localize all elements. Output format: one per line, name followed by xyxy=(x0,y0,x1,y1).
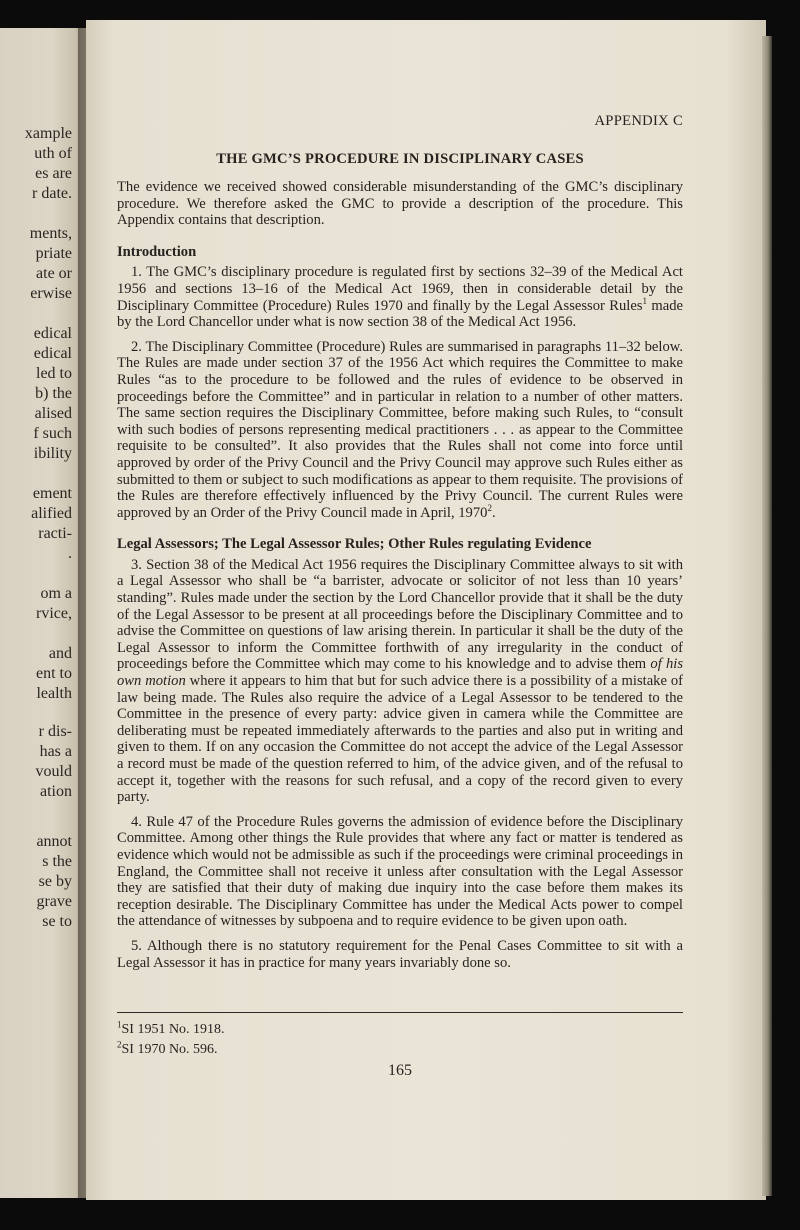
left-page-fragment: ibility xyxy=(33,445,72,462)
left-page-fragment: s the xyxy=(42,853,72,870)
left-page-fragment: annot xyxy=(36,833,72,850)
left-page-fragment: uth of xyxy=(34,145,72,162)
left-page-fragment: lealth xyxy=(36,685,72,702)
left-page-fragment: b) the xyxy=(35,385,72,402)
left-page-fragment: xample xyxy=(24,125,72,142)
page-number: 165 xyxy=(388,1062,412,1079)
left-page-fragment: led to xyxy=(36,365,72,382)
left-page-fragment: and xyxy=(48,645,72,662)
footnote-divider xyxy=(117,1012,683,1013)
left-page-fragment: racti- xyxy=(38,525,72,542)
document-title: THE GMC’S PROCEDURE IN DISCIPLINARY CASES xyxy=(216,151,584,167)
paragraph-2: 2. The Disciplinary Committee (Procedure) Rules are summarised in paragraphs 11–32 below. The Rules are made under section 37 of the 1956 Act which requires the Committee to make Rules “as to the procedure to be followed and the rules of evidence to be observed in proceedings before the Committee” and in particular in relation to a number of other matters. The same section requires the Disciplinary Committee, before making such Rules, to “consult with such bodies of persons representing medical practitioners . . . as appear to the Committee requisite to be consulted”. It also provides that the Rules shall not come into force until approved by order of the Privy Council and the Privy Council may approve such Rules either as submitted to them or subject to such modifications as appear to them requisite. The provisions of the Rules are therefore effectively influenced by the Privy Council. The current Rules were approved by an Order of the Privy Council made in April, 1970$^2$. xyxy=(117,338,683,521)
paragraph-1: 1. The GMC’s disciplinary procedure is regulated first by sections 32–39 of the Medical Act 1956 and sections 13–16 of the Medical Act 1969, then in considerable detail by the Disciplinary Committee (Procedure) Rules 1970 and finally by the Legal Assessor Rules$^1$ made by the Lord Chancellor under what is now section 38 of the Medical Act 1956. xyxy=(117,264,683,331)
left-page-fragment: ation xyxy=(40,783,72,800)
left-page-fragment: . xyxy=(68,545,72,562)
footnote-ref-1: 1 xyxy=(642,295,648,306)
left-page-fragment: om a xyxy=(40,585,72,602)
left-page-fragment: r date. xyxy=(32,185,72,202)
left-page-fragment: edical xyxy=(33,325,72,342)
page-edge xyxy=(762,36,772,1196)
left-page-fragment: ments, xyxy=(29,225,72,242)
left-page-fragment: r dis- xyxy=(38,723,72,740)
left-page-margin xyxy=(0,28,86,1198)
footnote-2: $^2$SI 1970 No. 596. xyxy=(117,1039,218,1057)
left-page-fragment: es are xyxy=(35,165,72,182)
left-page-fragment: alified xyxy=(31,505,72,522)
book-page xyxy=(86,20,766,1200)
left-page-fragment: priate xyxy=(35,245,72,262)
left-page-fragment: vould xyxy=(35,763,72,780)
section-heading-introduction: Introduction xyxy=(117,243,197,260)
paragraph-5: 5. Although there is no statutory requirement for the Penal Cases Committee to sit with a Legal Assessor it has in practice for many years invariably done so. xyxy=(117,937,683,971)
left-page-fragment: se by xyxy=(38,873,72,890)
section-heading-legal-assessors: Legal Assessors; The Legal Assessor Rules; Other Rules regulating Evidence xyxy=(117,536,592,553)
left-page-fragment: rvice, xyxy=(36,605,72,622)
emphasis-own-motion: of his own motion xyxy=(117,656,684,690)
left-page-fragment: alised xyxy=(34,405,72,422)
left-page-fragment: has a xyxy=(39,743,72,760)
footnote-1: $^1$SI 1951 No. 1918. xyxy=(117,1019,225,1037)
appendix-label: APPENDIX C xyxy=(594,113,683,129)
footnote-ref-2: 2 xyxy=(487,502,492,513)
left-page-fragment: ate or xyxy=(36,265,72,282)
paragraph-4: 4. Rule 47 of the Procedure Rules governs the admission of evidence before the Disciplinary Committee. Among other things the Rule provides that where any fact or matter is tendered as evidence which would not be admissible as such if the proceedings were criminal proceedings in England, the Committee shall not receive it unless after consultation with the Legal Assessor they are satisfied that their duty of making due inquiry into the case before them makes its reception desirable. The Disciplinary Committee has under the Medical Acts power to compel the attendance of witnesses by subpoena and to require evidence to be given upon oath. xyxy=(117,813,683,930)
intro-paragraph: The evidence we received showed considerable misunderstanding of the GMC’s disciplinary procedure. We therefore asked the GMC to provide a description of the procedure. This Appendix contains that description. xyxy=(117,179,683,229)
left-page-fragment: f such xyxy=(33,425,72,442)
left-page-fragment: edical xyxy=(33,345,72,362)
left-page-fragment: ent to xyxy=(36,665,72,682)
footnotes xyxy=(117,1020,225,1060)
paragraph-3: 3. Section 38 of the Medical Act 1956 requires the Disciplinary Committee always to sit with a Legal Assessor who shall be “a barrister, advocate or solicitor of not less than 10 years’ standing”. Rules made under the section by the Lord Chancellor provide that it shall be the duty of the Legal Assessor to be present at all proceedings before the Disciplinary Committee and to advise the Committee on questions of law arising therein. In particular it shall be the duty of the Legal Assessor to inform the Committee forthwith of any irregularity in the conduct of proceedings before the Committee which may come to his knowledge and to advise them of his own motion where it appears to him that but for such advice there is a possibility of a mistake of law being made. The Rules also require the advice of a Legal Assessor to be tendered to the Committee in the presence of every party: advice given in camera while the Committee are deliberating must be repeated immediately afterwards to the parties and also put in writing and given to them. If on any occasion the Committee do not accept the advice of the Legal Assessor a record must be made of the question referred to him, of the advice given, and of the refusal to accept it, together with the reasons for such refusal, and a copy of the record given to every party. xyxy=(117,556,684,806)
body-text xyxy=(117,179,683,971)
left-page-fragment: ement xyxy=(32,485,72,502)
left-page-fragment: grave xyxy=(36,893,72,910)
left-page-fragment: se to xyxy=(42,913,72,930)
left-page-fragment: erwise xyxy=(30,285,72,302)
